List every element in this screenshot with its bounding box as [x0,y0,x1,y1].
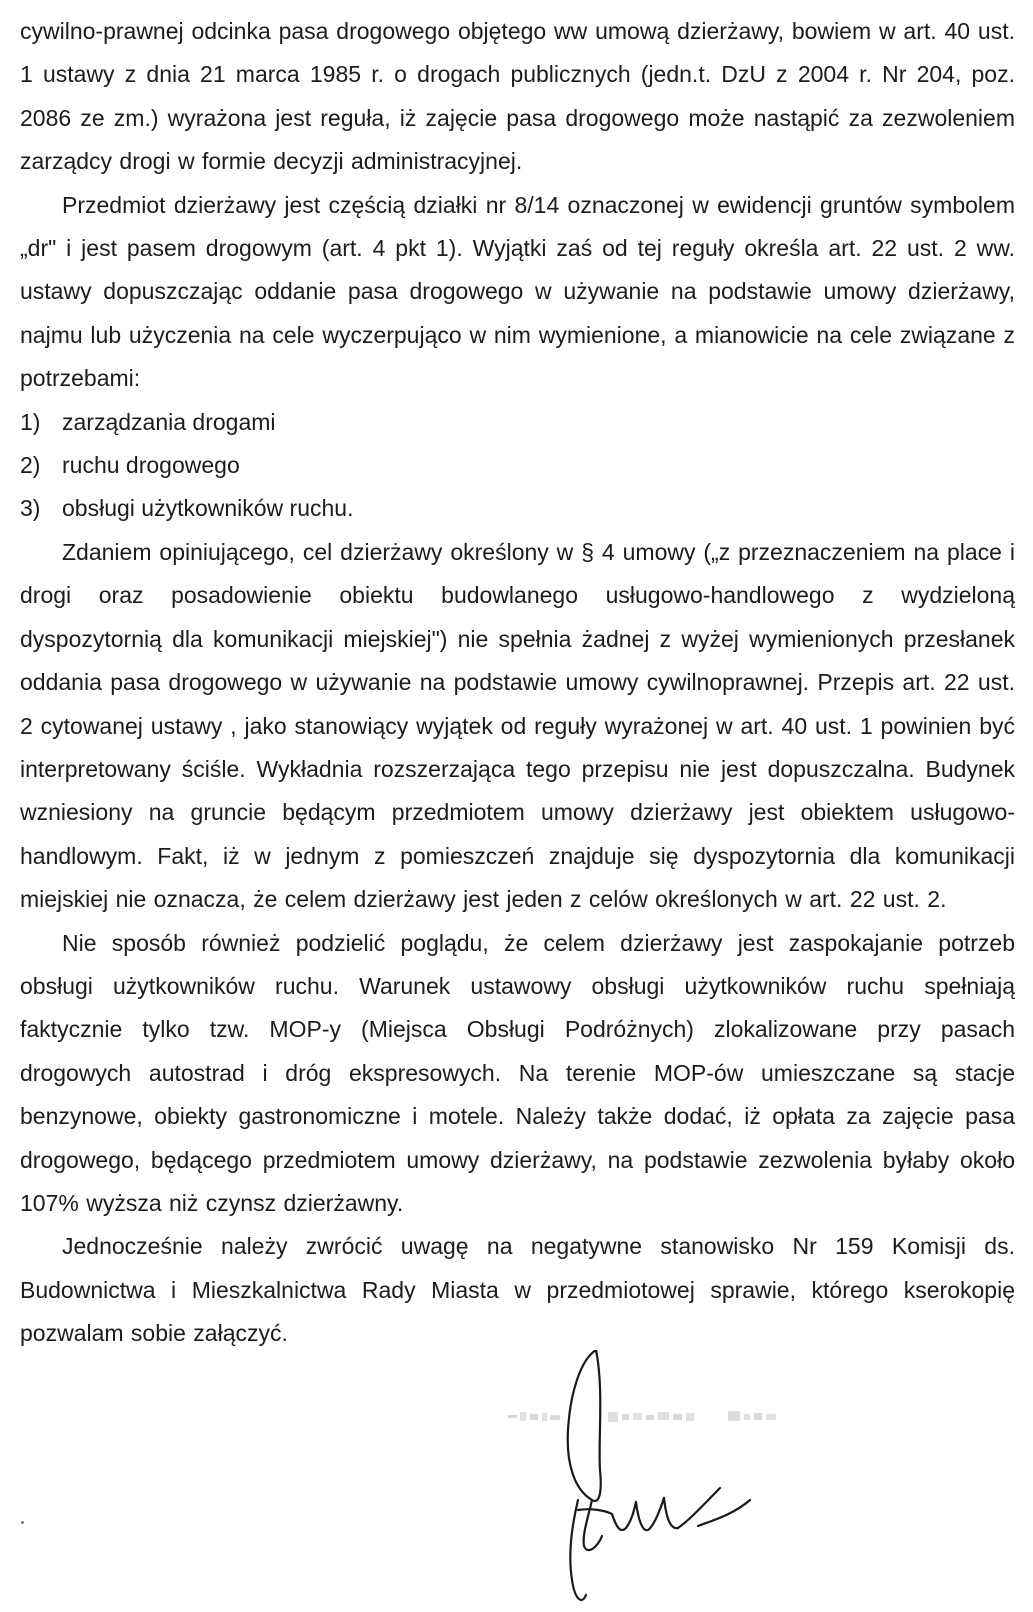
list-number: 2) [20,452,41,479]
list-number: 1) [20,408,41,435]
paragraph-4: Nie sposób również podzielić poglądu, że celem dzierżawy jest zaspokajanie potrzeb obsługi użytkowników ruchu. Warunek ustawowy obsługi użytkowników ruchu spełniają faktycznie tylko tzw. MOP-y (Miejsca Obsługi Podróżnych) zlokalizowane przy pasach drogowych autostrad i dróg ekspresowych. Na terenie MOP-ów umieszczane są stacje benzynowe, obiekty gastronomiczne i motele. Należy także dodać, iż opłata za zajęcie pasa drogowego, będącego przedmiotem umowy dzierżawy, na podstawie zezwolenia byłaby około 107% wyższa niż czynsz dzierżawny. [20,929,1015,1216]
paragraph-2: Przedmiot dzierżawy jest częścią działki nr 8/14 oznaczonej w ewidencji gruntów symbolem „dr" i jest pasem drogowym (art. 4 pkt 1). Wyjątki zaś od tej reguły określa art. 22 ust. 2 ww. ustawy dopuszczając oddanie pasa drogowego w używanie na podstawie umowy dzierżawy, najmu lub użyczenia na cele wyczerpująco w nim wymienione, a mianowicie na cele związane z potrzebami: [20,191,1015,392]
list-item [20,401,1015,444]
paragraph-3: Zdaniem opiniującego, cel dzierżawy określony w § 4 umowy („z przeznaczeniem na place i drogi oraz posadowienie obiektu budowlanego usługowo-handlowego z wydzieloną dyspozytornią dla komunikacji miejskiej") nie spełnia żadnej z wyżej wymienionych przesłanek oddania pasa drogowego w używanie na podstawie umowy cywilnoprawnej. Przepis art. 22 ust. 2 cytowanej ustawy , jako stanowiący wyjątek od reguły wyrażonej w art. 40 ust. 1 powinien być interpretowany ściśle. Wykładnia rozszerzająca tego przepisu nie jest dopuszczalna. Budynek wzniesiony na gruncie będącym przedmiotem umowy dzierżawy jest obiektem usługowo-handlowym. Fakt, iż w jednym z pomieszczeń znajduje się dyspozytornia dla komunikacji miejskiej nie oznacza, że celem dzierżawy jest jeden z celów określonych w art. 22 ust. 2. [20,538,1015,913]
handwritten-signature [520,1350,820,1610]
scan-speck [21,1521,24,1524]
list-item [20,487,1015,530]
list-text: zarządzania drogami [62,408,276,435]
list-text: ruchu drogowego [62,452,240,479]
paragraph-1: cywilno-prawnej odcinka pasa drogowego objętego ww umową dzierżawy, bowiem w art. 40 ust. 1 ustawy z dnia 21 marca 1985 r. o drogach publicznych (jedn.t. DzU z 2004 r. Nr 204, poz. 2086 ze zm.) wyrażona jest reguła, iż zajęcie pasa drogowego może nastąpić za zezwoleniem zarządcy drogi w formie decyzji administracyjnej. [20,18,1015,175]
purpose-list [20,401,1015,531]
list-text: obsługi użytkowników ruchu. [62,495,354,522]
document-body [20,10,1015,1356]
list-number: 3) [20,495,41,522]
paragraph-5: Jednocześnie należy zwrócić uwagę na negatywne stanowisko Nr 159 Komisji ds. Budownictwa i Mieszkalnictwa Rady Miasta w przedmiotowej sprawie, którego kserokopię pozwalam sobie załączyć. [20,1233,1015,1347]
list-item [20,444,1015,487]
